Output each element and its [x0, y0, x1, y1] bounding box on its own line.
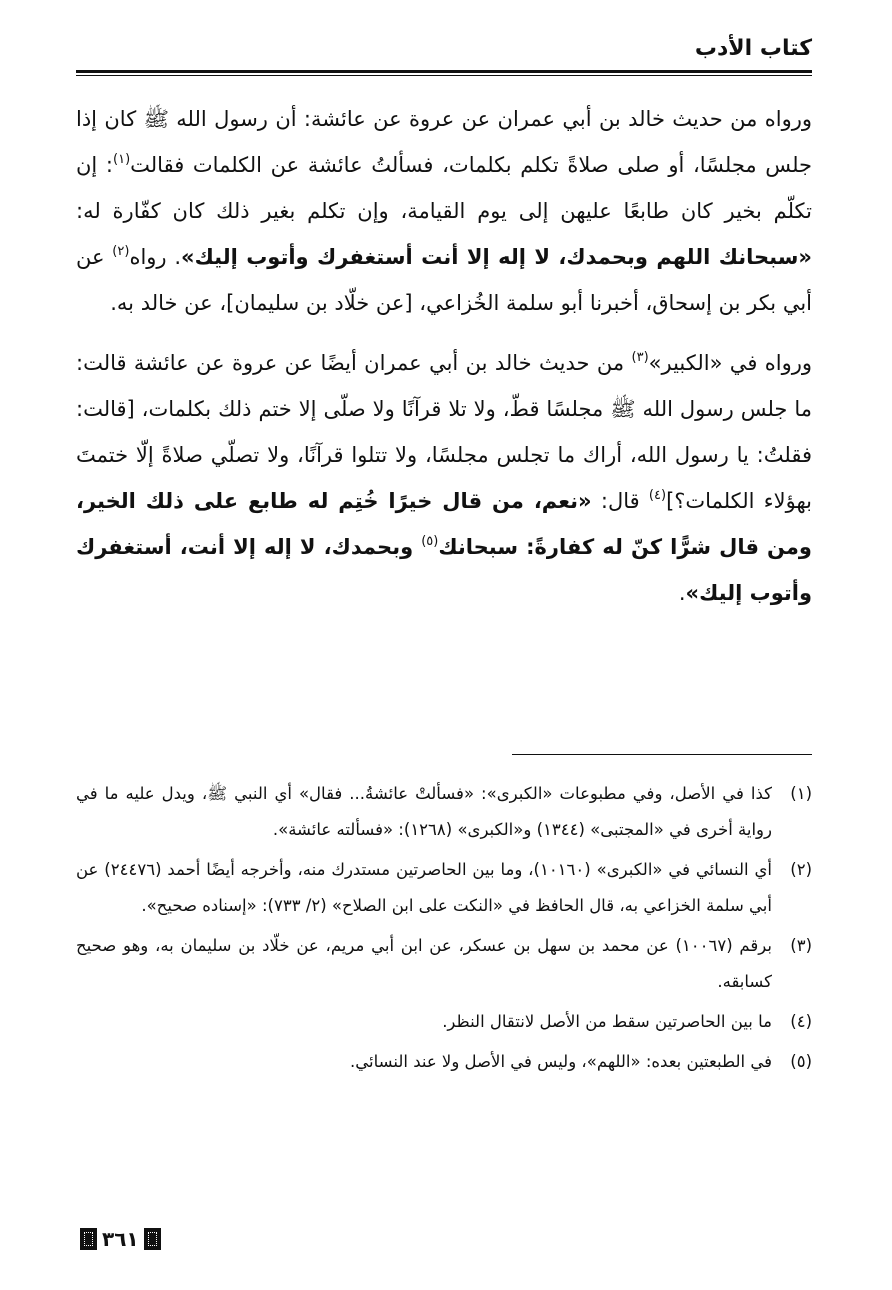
footnote-text: ما بين الحاصرتين سقط من الأصل لانتقال النظر.: [442, 1012, 772, 1031]
chapter-title: كتاب الأدب: [694, 36, 812, 61]
header-rule-thick: [76, 70, 812, 73]
footnote-ref-1: (١): [113, 152, 131, 167]
header-rule-thin: [76, 75, 812, 76]
page-number-block: [80, 1226, 161, 1252]
p2-qal: قال:: [591, 489, 649, 513]
p1-after: . رواه: [129, 245, 182, 269]
footnote-number: (١): [790, 784, 812, 803]
page-header: [76, 30, 812, 74]
p1-mid: : إن تكلّم بخير كان طابعًا عليهن إلى يوم القيامة، وإن تكلم بغير ذلك كان كفّارة له:: [76, 153, 812, 223]
footnote-ref-3: (٣): [631, 350, 649, 365]
footnote-separator: [512, 754, 812, 755]
square-ornament-icon: [80, 1228, 97, 1250]
footnote-2: [76, 852, 812, 924]
p2-dua-part-2: وبحمدك، لا إله إلا أنت، أستغفرك وأتوب إليك»: [76, 535, 812, 605]
main-text: [76, 96, 812, 616]
footnote-5: [76, 1044, 812, 1080]
p1-end: عن أبي بكر بن إسحاق، أخبرنا أبو سلمة الخُزاعي، [عن خلّاد بن سليمان]، عن خالد به.: [76, 245, 812, 315]
p1-intro: ورواه من حديث خالد بن أبي عمران عن عروة عن عائشة: أن رسول الله ﷺ كان إذا جلس مجلسًا، أو صلى صلاةً تكلم بكلمات، فسألتُ عائشة عن الكلمات فقالت: [76, 107, 813, 177]
square-ornament-icon: [144, 1228, 161, 1250]
footnote-number: (٣): [790, 936, 812, 955]
p2-end: .: [678, 581, 686, 605]
p1-dua: «سبحانك اللهم وبحمدك، لا إله إلا أنت أستغفرك وأتوب إليك»: [181, 245, 812, 269]
footnote-text: أي النسائي في «الكبرى» (١٠١٦٠)، وما بين الحاصرتين مستدرك منه، وأخرجه أيضًا أحمد (٢٤٤٧٦) عن أبي سلمة الخزاعي به، قال الحافظ في «النكت على ابن الصلاح» (٢/ ٧٣٣): «إسناده صحيح».: [76, 860, 773, 915]
footnote-4: [76, 1004, 812, 1040]
paragraph-1: [76, 96, 812, 326]
footnotes: [76, 776, 812, 1080]
footnote-ref-2: (٢): [112, 244, 130, 259]
footnote-number: (٤): [790, 1012, 812, 1031]
footnote-ref-5: (٥): [421, 534, 439, 549]
footnote-number: (٢): [790, 860, 812, 879]
page-number: ٣٦١: [102, 1227, 139, 1251]
footnote-ref-4: (٤): [648, 488, 667, 503]
footnote-text: برقم (١٠٠٦٧) عن محمد بن سهل بن عسكر، عن ابن أبي مريم، عن خلّاد بن سليمان به، وهو صحيح كسابقه.: [76, 936, 772, 991]
p2-mid: من حديث خالد بن أبي عمران أيضًا عن عروة عن عائشة قالت: ما جلس رسول الله ﷺ مجلسًا قطّ، ولا تلا قرآنًا ولا صلّى إلا ختم ذلك بكلمات، [قالت: فقلتُ: يا رسول الله، أراك ما تجلس مجلسًا، ولا تتلوا قرآنًا، ولا تصلّي صلاةً إلّا ختمتَ بهؤلاء الكلمات؟]: [76, 351, 812, 513]
footnote-1: [76, 776, 812, 848]
footnote-number: (٥): [790, 1052, 812, 1071]
p2-dua-part-1: «نعم، من قال خيرًا خُتِم له طابع على ذلك الخير، ومن قال شرًّا كنّ له كفارةً: سبحانك: [76, 489, 812, 559]
p2-intro: ورواه في «الكبير»: [648, 351, 812, 375]
paragraph-2: [76, 340, 812, 616]
footnote-text: كذا في الأصل، وفي مطبوعات «الكبرى»: «فسألتْ عائشةُ... فقال» أي النبي ﷺ، ويدل عليه ما في رواية أخرى في «المجتبى» (١٣٤٤) و«الكبرى» (١٢٦٨): «فسألته عائشة».: [76, 784, 772, 839]
footnote-3: [76, 928, 812, 1000]
footnote-text: في الطبعتين بعده: «اللهم»، وليس في الأصل ولا عند النسائي.: [350, 1052, 772, 1071]
